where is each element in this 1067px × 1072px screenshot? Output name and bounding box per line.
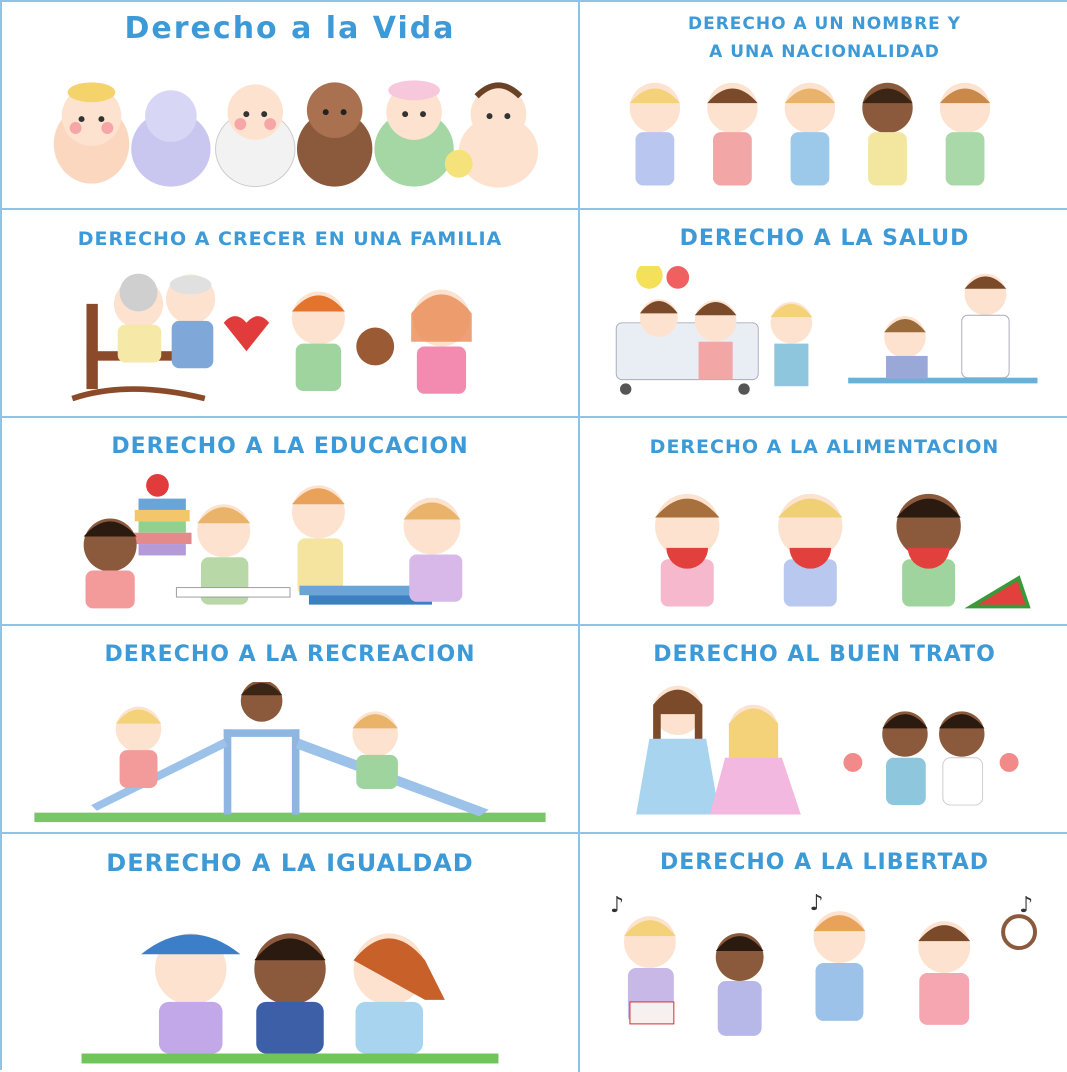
card-title: DERECHO A LA ALIMENTACION (649, 436, 1000, 458)
svg-text:♪: ♪ (809, 891, 824, 917)
doctor-icon (600, 266, 1049, 408)
card-title: Derecho a la Vida (124, 11, 456, 46)
friends-icon (600, 682, 1049, 824)
svg-text:♪: ♪ (609, 893, 624, 919)
books-icon (22, 474, 558, 616)
right-card-recreacion (2, 626, 580, 834)
slide-icon (22, 682, 558, 824)
right-card-buen-trato (580, 626, 1067, 834)
children-group-icon (600, 74, 1049, 200)
babies-icon (22, 58, 558, 200)
music-icon (600, 890, 1049, 1064)
card-title: DERECHO A LA EDUCACION (111, 434, 469, 459)
card-title: DERECHO A LA LIBERTAD (659, 850, 990, 875)
card-title: DERECHO A LA IGUALDAD (106, 849, 474, 877)
card-title: DERECHO AL BUEN TRATO (653, 642, 996, 667)
right-card-vida (2, 2, 580, 210)
right-card-salud (580, 210, 1067, 418)
right-card-educacion (2, 418, 580, 626)
right-card-libertad (580, 834, 1067, 1072)
right-card-alimentacion (580, 418, 1067, 626)
card-title: DERECHO A UN NOMBRE Y A UNA NACIONALIDAD (687, 14, 961, 62)
card-title: DERECHO A CRECER EN UNA FAMILIA (77, 228, 503, 250)
card-title: DERECHO A LA RECREACION (104, 642, 476, 667)
right-card-igualdad (2, 834, 580, 1072)
right-card-familia (2, 210, 580, 418)
equality-icon (22, 914, 558, 1064)
watermelon-icon (600, 474, 1049, 616)
right-card-nombre (580, 2, 1067, 210)
card-title: DERECHO A LA SALUD (679, 226, 970, 251)
svg-text:♪: ♪ (1019, 893, 1034, 919)
family-icon (22, 266, 558, 408)
